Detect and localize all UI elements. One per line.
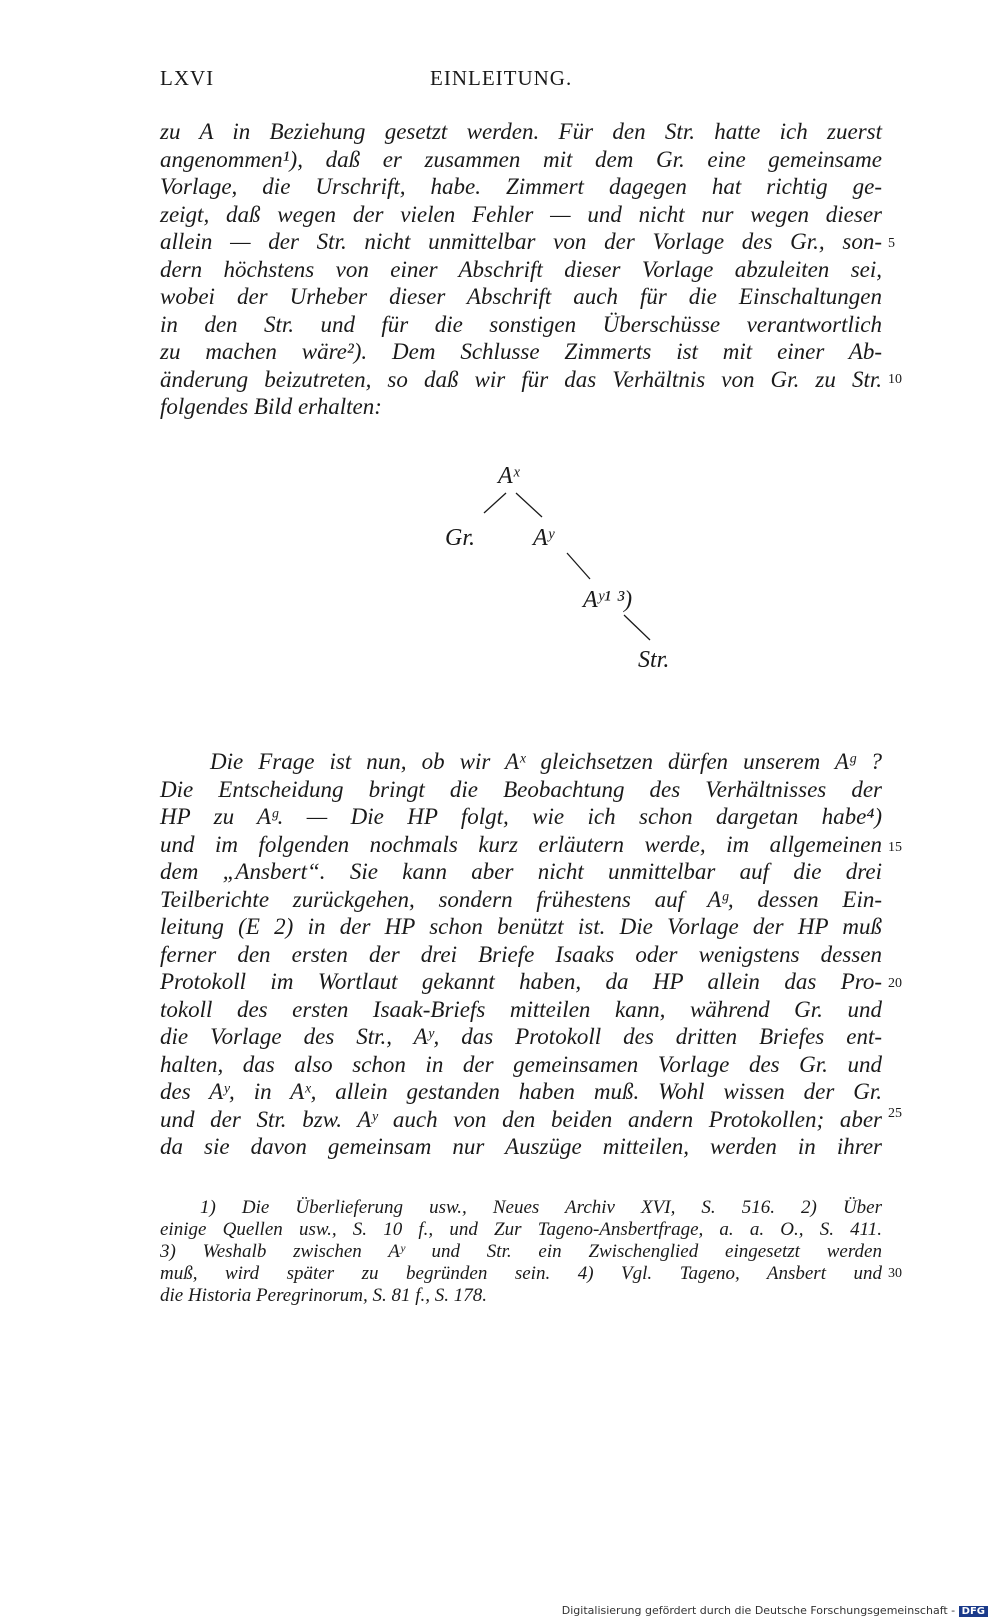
text-line: zu A in Beziehung gesetzt werden. Für den Str. hatte ich zuerst — [160, 119, 882, 144]
text-line: Protokoll im Wortlaut gekannt haben, da HP allein das Pro- — [160, 969, 882, 994]
line-number: 5 — [888, 236, 895, 251]
text-line: dern höchstens von einer Abschrift dieser Vorlage abzuleiten sei, — [160, 256, 882, 282]
text-line: Die Frage ist nun, ob wir Aˣ gleichsetzen dürfen unserem Aᵍ ? — [210, 749, 882, 774]
text-line: in den Str. und für die sonstigen Überschüsse verantwortlich — [160, 311, 882, 337]
text-line: tokoll des ersten Isaak-Briefs mitteilen kann, während Gr. und — [160, 996, 882, 1022]
paragraph-1 — [160, 118, 882, 421]
text-line: Vorlage, die Urschrift, habe. Zimmert dagegen hat richtig ge- — [160, 174, 882, 199]
page-number: LXVI — [160, 66, 215, 90]
text-line: allein — der Str. nicht unmittelbar von der Vorlage des Gr., son- — [160, 229, 882, 254]
footnotes — [160, 1197, 882, 1307]
running-title: EINLEITUNG. — [430, 66, 573, 90]
text-line: und der Str. bzw. Aʸ auch von den beiden andern Protokollen; aber — [160, 1106, 882, 1132]
text-line: Die Entscheidung bringt die Beobachtung des Verhältnisses der — [160, 776, 882, 802]
stemma-edge — [484, 493, 506, 513]
text-line: und im folgenden nochmals kurz erläutern werde, im allgemeinen — [160, 831, 882, 857]
text-line: halten, das also schon in der gemeinsamen Vorlage des Gr. und — [160, 1051, 882, 1077]
stemma-edge — [516, 493, 542, 517]
text-line: des Aʸ, in Aˣ, allein gestanden haben muß. Wohl wissen der Gr. — [160, 1079, 882, 1104]
footnote-line: die Historia Peregrinorum, S. 81 f., S. 178. — [160, 1285, 488, 1306]
dfg-logo: DFG — [959, 1606, 988, 1617]
stemma-edge — [567, 553, 590, 579]
stemma-diagram — [430, 455, 710, 685]
line-number: 10 — [888, 372, 902, 387]
text-line: zu machen wäre²). Dem Schlusse Zimmerts ist mit einer Ab- — [160, 339, 882, 364]
text-line: folgendes Bild erhalten: — [160, 394, 382, 419]
stemma-edge — [624, 615, 650, 640]
text-line: da sie davon gemeinsam nur Auszüge mitteilen, werden in ihrer — [160, 1134, 882, 1159]
stemma-leaf: Str. — [638, 647, 670, 673]
stemma-root: Aˣ — [498, 463, 520, 489]
text-line: zeigt, daß wegen der vielen Fehler — und nicht nur wegen dieser — [160, 201, 882, 227]
text-line: die Vorlage des Str., Aʸ, das Protokoll des dritten Briefes ent- — [160, 1024, 882, 1049]
text-line: angenommen¹), daß er zusammen mit dem Gr. eine gemeinsame — [160, 146, 882, 172]
text-line: HP zu Aᵍ. — Die HP folgt, wie ich schon dargetan habe⁴) — [160, 804, 882, 829]
text-line: änderung beizutreten, so daß wir für das Verhältnis von Gr. zu Str. — [160, 366, 882, 392]
text-line: Teilberichte zurückgehen, sondern frühestens auf Aᵍ, dessen Ein- — [160, 886, 882, 912]
paragraph-2 — [160, 748, 882, 1161]
line-number: 30 — [888, 1266, 902, 1281]
stemma-left: Gr. — [445, 525, 476, 551]
footnote-line: 3) Weshalb zwischen Aʸ und Str. ein Zwischenglied eingesetzt werden — [160, 1241, 882, 1262]
footnote-line: 1) Die Überlieferung usw., Neues Archiv XVI, S. 516. 2) Über — [200, 1197, 882, 1218]
text-line: dem „Ansbert“. Sie kann aber nicht unmittelbar auf die drei — [160, 859, 882, 884]
stamp-text: Digitalisierung gefördert durch die Deutsche Forschungsgemeinschaft - — [561, 1604, 956, 1617]
stemma-lower: Aʸ¹ ³) — [583, 587, 633, 613]
text-line: wobei der Urheber dieser Abschrift auch für die Einschaltungen — [160, 284, 882, 309]
line-number: 15 — [888, 840, 902, 855]
stemma-mid: Aʸ — [533, 525, 554, 551]
footnote-line: einige Quellen usw., S. 10 f., und Zur Tageno-Ansbertfrage, a. a. O., S. 411. — [160, 1219, 882, 1240]
line-number: 25 — [888, 1106, 902, 1121]
line-number: 20 — [888, 976, 902, 991]
digitization-stamp — [562, 1604, 988, 1617]
footnote-line: muß, wird später zu begründen sein. 4) Vgl. Tageno, Ansbert und — [160, 1263, 882, 1284]
text-line: leitung (E 2) in der HP schon benützt ist. Die Vorlage der HP muß — [160, 914, 882, 939]
text-line: ferner den ersten der drei Briefe Isaaks oder wenigstens dessen — [160, 941, 882, 967]
